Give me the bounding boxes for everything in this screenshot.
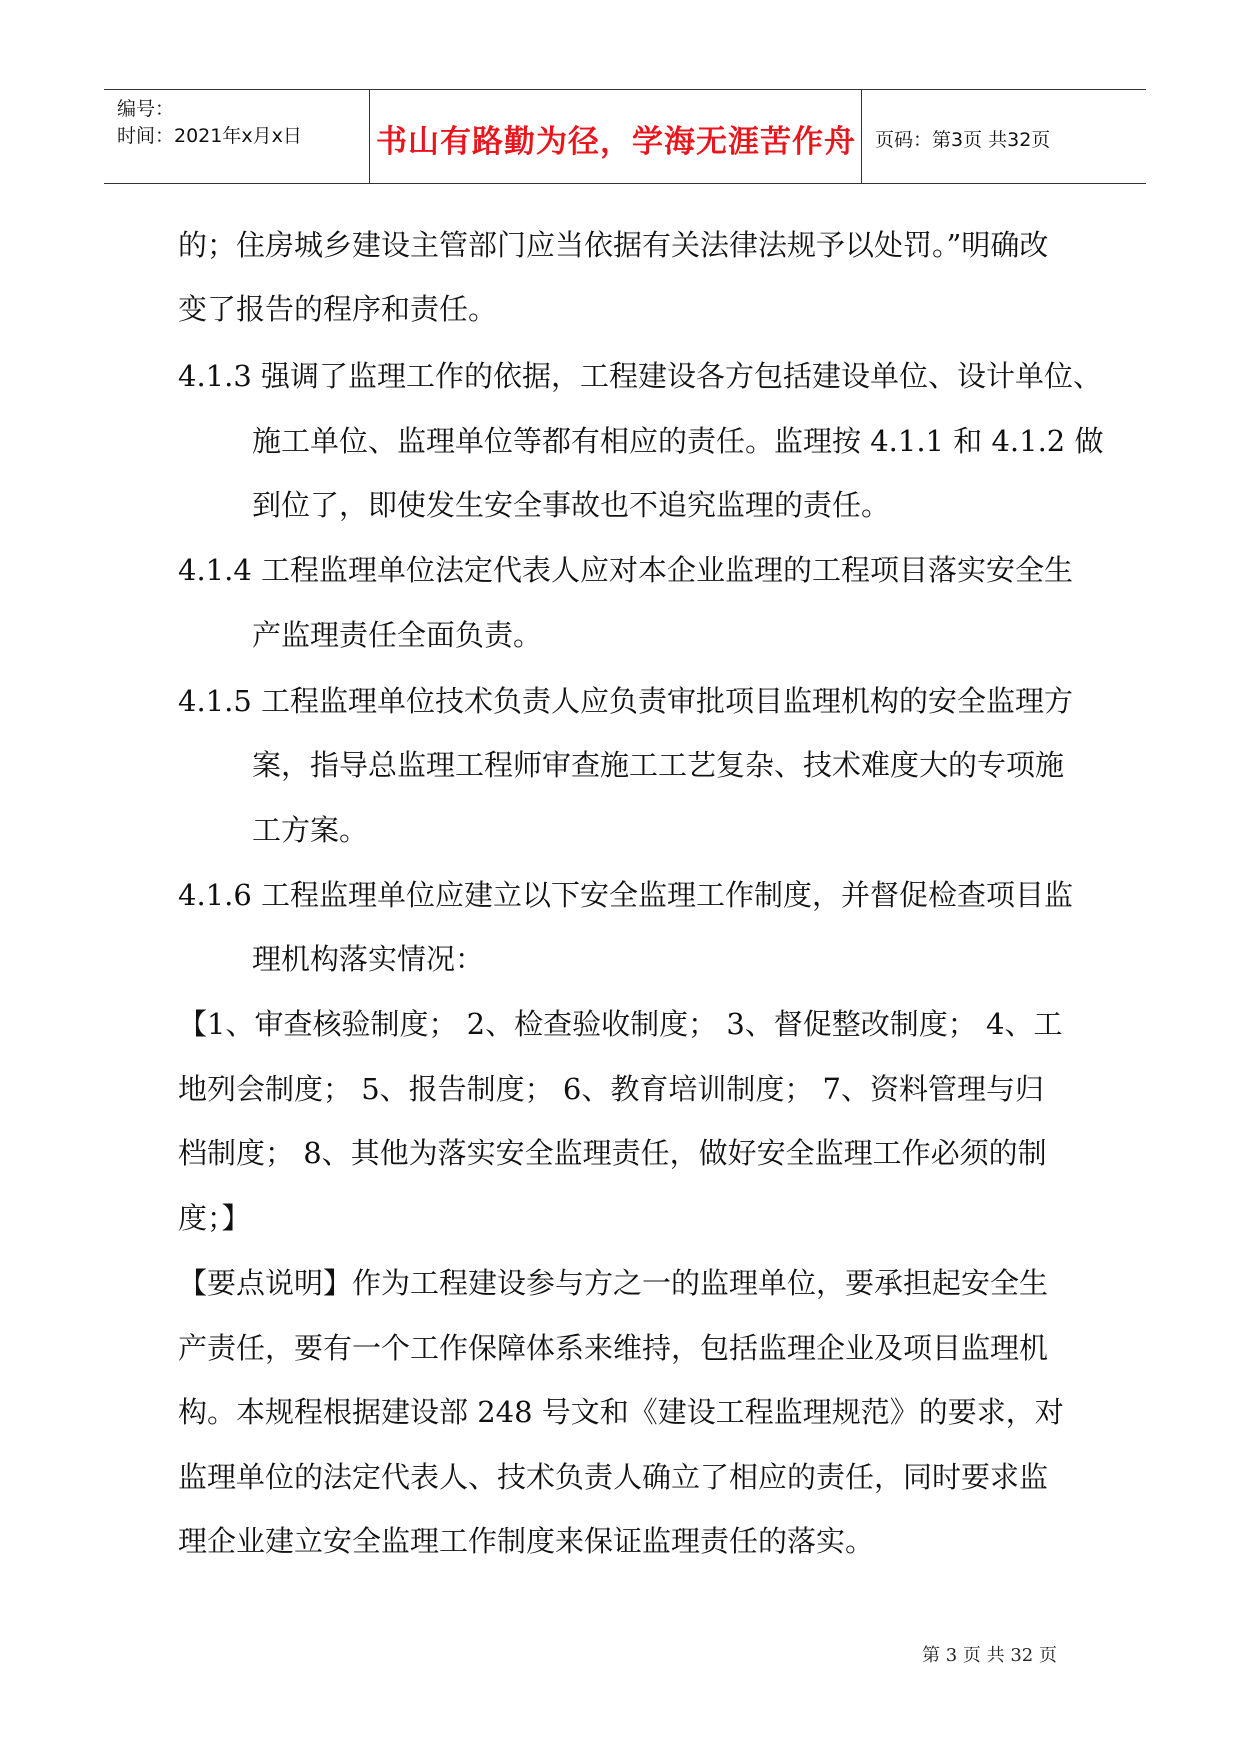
clause-4-1-4-cont: 产监理责任全面负责。 xyxy=(252,618,543,652)
clause-4-1-6-cont: 理机构落实情况： xyxy=(252,942,485,976)
key-point-note-cont: 理企业建立安全监理工作制度来保证监理责任的落实。 xyxy=(178,1524,875,1558)
header-page-label: 页码：第3页 共32页 xyxy=(875,129,1051,151)
page-footer-number: 第 3 页 共 32 页 xyxy=(922,1645,1057,1666)
system-list-line: 地列会制度； 5、报告制度； 6、教育培训制度； 7、资料管理与归 xyxy=(178,1072,1045,1106)
header-top-rule xyxy=(104,89,1146,90)
clause-4-1-5-cont: 工方案。 xyxy=(252,813,369,847)
clause-4-1-5: 4.1.5 工程监理单位技术负责人应负责审批项目监理机构的安全监理方 xyxy=(178,684,1074,718)
header-divider-left xyxy=(369,89,370,183)
clause-4-1-3-cont: 施工单位、监理单位等都有相应的责任。监理按 4.1.1 和 4.1.2 做 xyxy=(252,424,1104,458)
clause-4-1-3: 4.1.3 强调了监理工作的依据，工程建设各方包括建设单位、设计单位、 xyxy=(178,359,1103,393)
key-point-note: 【要点说明】作为工程建设参与方之一的监理单位，要承担起安全生 xyxy=(178,1266,1049,1300)
clause-4-1-5-cont: 案，指导总监理工程师审查施工工艺复杂、技术难度大的专项施 xyxy=(252,748,1065,782)
clause-4-1-3-cont: 到位了，即使发生安全事故也不追究监理的责任。 xyxy=(252,488,891,522)
header-divider-right xyxy=(861,89,862,183)
system-list-line: 【1、审查核验制度； 2、检查验收制度； 3、督促整改制度； 4、工 xyxy=(178,1007,1063,1041)
key-point-note-cont: 产责任，要有一个工作保障体系来维持，包括监理企业及项目监理机 xyxy=(178,1331,1049,1365)
key-point-note-cont: 构。本规程根据建设部 248 号文和《建设工程监理规范》的要求，对 xyxy=(178,1395,1064,1429)
header-motto: 书山有路勤为径，学海无涯苦作舟 xyxy=(376,124,856,160)
system-list-line: 度；】 xyxy=(178,1201,251,1235)
paragraph-line: 变了报告的程序和责任。 xyxy=(178,292,498,326)
system-list-line: 档制度； 8、其他为落实安全监理责任，做好安全监理工作必须的制 xyxy=(178,1136,1047,1170)
paragraph-line: 的；住房城乡建设主管部门应当依据有关法律法规予以处罚。”明确改 xyxy=(178,228,1049,262)
header-number-label: 编号： xyxy=(117,98,175,120)
header-time-label: 时间：2021年x月x日 xyxy=(117,125,302,147)
clause-4-1-4: 4.1.4 工程监理单位法定代表人应对本企业监理的工程项目落实安全生 xyxy=(178,553,1074,587)
header-bottom-rule xyxy=(104,183,1146,184)
key-point-note-cont: 监理单位的法定代表人、技术负责人确立了相应的责任，同时要求监 xyxy=(178,1460,1049,1494)
clause-4-1-6: 4.1.6 工程监理单位应建立以下安全监理工作制度，并督促检查项目监 xyxy=(178,878,1074,912)
